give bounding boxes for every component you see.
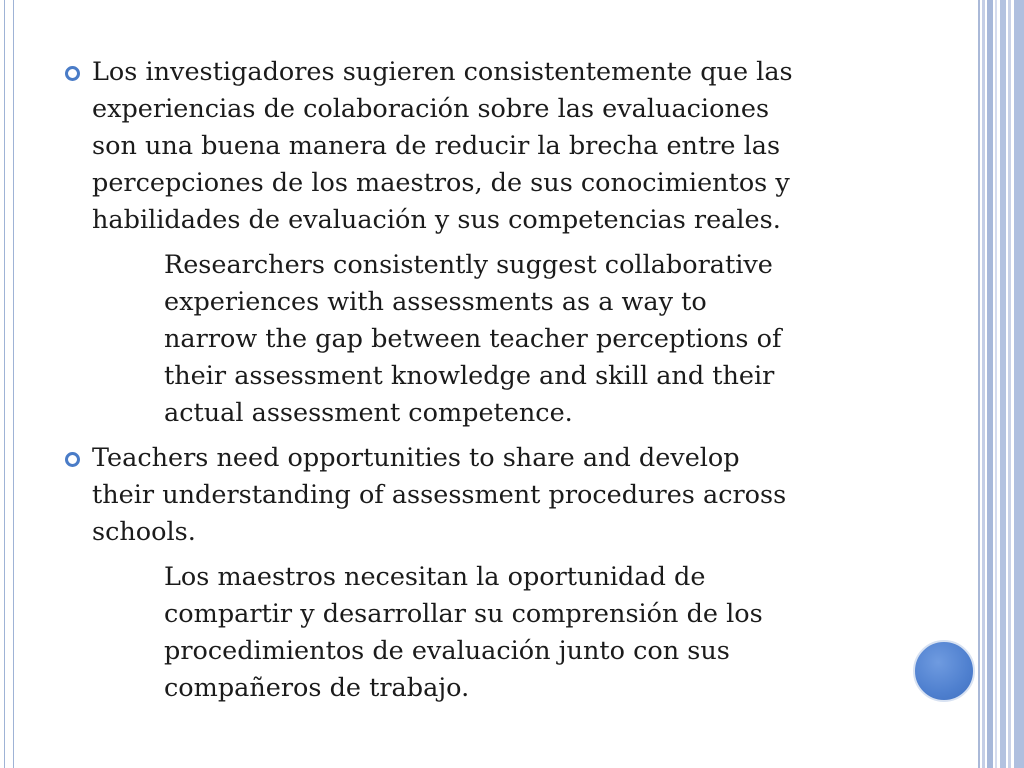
stripe: [978, 0, 980, 768]
right-stripes-decoration: [978, 0, 1024, 768]
bullet-text: Los investigadores sugieren consistentemente que las experiencias de colaboración sobre las evaluaciones son una buena manera de reducir la brecha entre las percepciones de los maestros, de sus conocimientos y habilidades de evaluación y sus competencias reales.: [92, 57, 793, 235]
bullet-item-2: [60, 440, 900, 551]
bullet-circle-icon: [65, 66, 80, 81]
decorative-circle: [913, 640, 975, 702]
sub-paragraph-1: Researchers consistently suggest collaborative experiences with assessments as a way to narrow the gap between teacher perceptions of their assessment knowledge and skill and their actual assessment competence.: [164, 250, 782, 428]
bullet-text: Teachers need opportunities to share and develop their understanding of assessment procedures across schools.: [92, 443, 787, 547]
stripe: [1000, 0, 1006, 768]
stripe: [995, 0, 997, 768]
slide-body: [60, 54, 900, 707]
stripe: [982, 0, 985, 768]
stripe: [987, 0, 993, 768]
left-border-decoration: [4, 0, 14, 768]
bullet-circle-icon: [65, 452, 80, 467]
stripe: [1008, 0, 1011, 768]
sub-paragraph-2: Los maestros necesitan la oportunidad de compartir y desarrollar su comprensión de los procedimientos de evaluación junto con sus compañeros de trabajo.: [164, 562, 763, 703]
bullet-item-1: [60, 54, 900, 239]
stripe: [1014, 0, 1024, 768]
